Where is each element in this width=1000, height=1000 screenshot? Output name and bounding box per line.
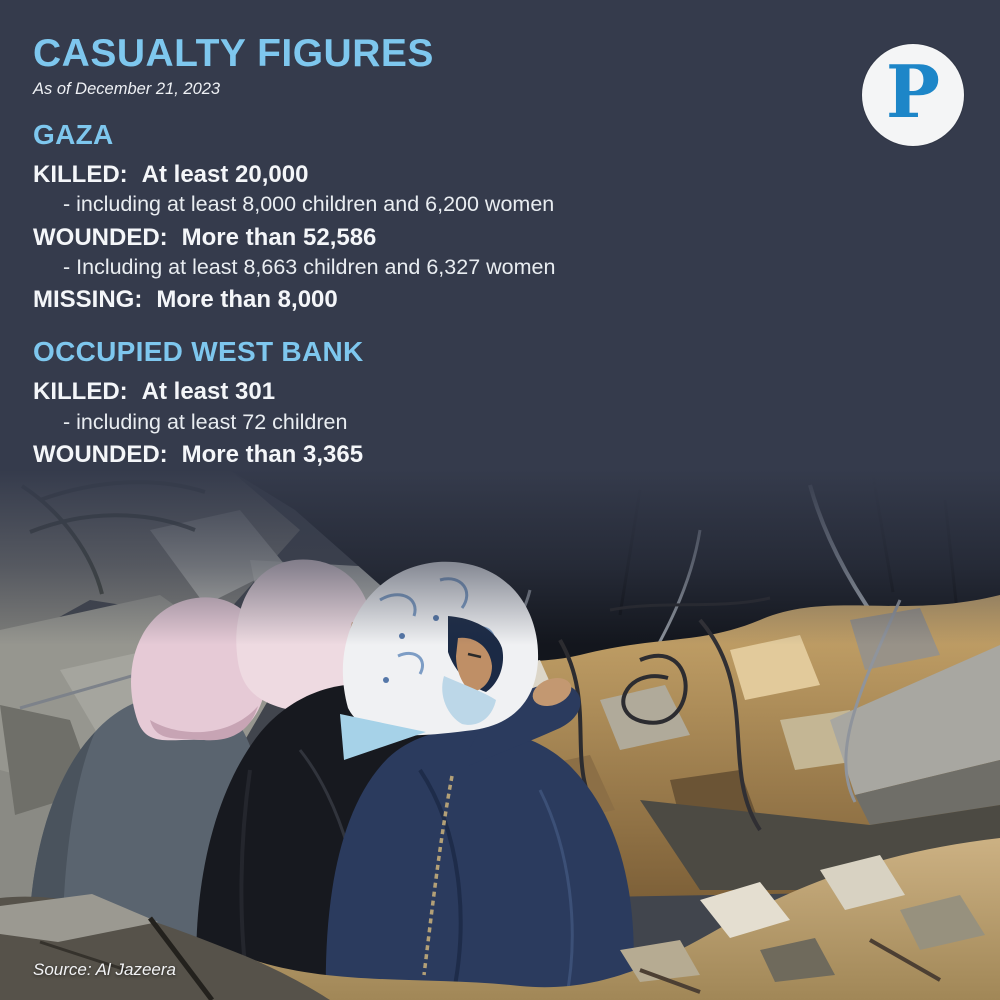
stat-value: More than 8,000 [156, 286, 338, 314]
photo-top-fade [0, 470, 1000, 645]
stat-gaza-killed [33, 162, 860, 187]
stat-wb-wounded [33, 442, 860, 467]
content-block [33, 34, 860, 493]
stat-value: At least 20,000 [141, 160, 309, 188]
stat-label: WOUNDED: [33, 441, 168, 469]
stat-value: More than 3,365 [181, 441, 364, 469]
stat-gaza-killed-detail: - including at least 8,000 children and 6,200 women [63, 191, 555, 216]
page-title: CASUALTY FIGURES [33, 32, 434, 75]
rubble-photo-illustration [0, 470, 1000, 1000]
stat-gaza-wounded-detail: - Including at least 8,663 children and 6,327 women [63, 254, 556, 279]
stat-wb-killed-detail: - including at least 72 children [63, 409, 348, 434]
stat-gaza-missing [33, 287, 860, 312]
stat-label: KILLED: [33, 378, 128, 406]
publisher-logo-badge [862, 44, 964, 146]
section-gaza [33, 118, 860, 314]
stat-label: MISSING: [33, 286, 143, 314]
section-heading-gaza: GAZA [33, 118, 114, 150]
publisher-logo-letter: P [885, 49, 941, 134]
source-credit: Source: Al Jazeera [33, 960, 176, 979]
stat-label: WOUNDED: [33, 223, 168, 251]
rubble-photo [0, 470, 1000, 1000]
stat-value: At least 301 [141, 378, 276, 406]
stat-value: More than 52,586 [181, 223, 377, 251]
stat-label: KILLED: [33, 160, 128, 188]
stat-wb-killed [33, 379, 860, 404]
as-of-date: As of December 21, 2023 [33, 80, 221, 98]
section-heading-west-bank: OCCUPIED WEST BANK [33, 336, 364, 368]
stat-gaza-wounded [33, 225, 860, 250]
section-west-bank [33, 338, 860, 467]
